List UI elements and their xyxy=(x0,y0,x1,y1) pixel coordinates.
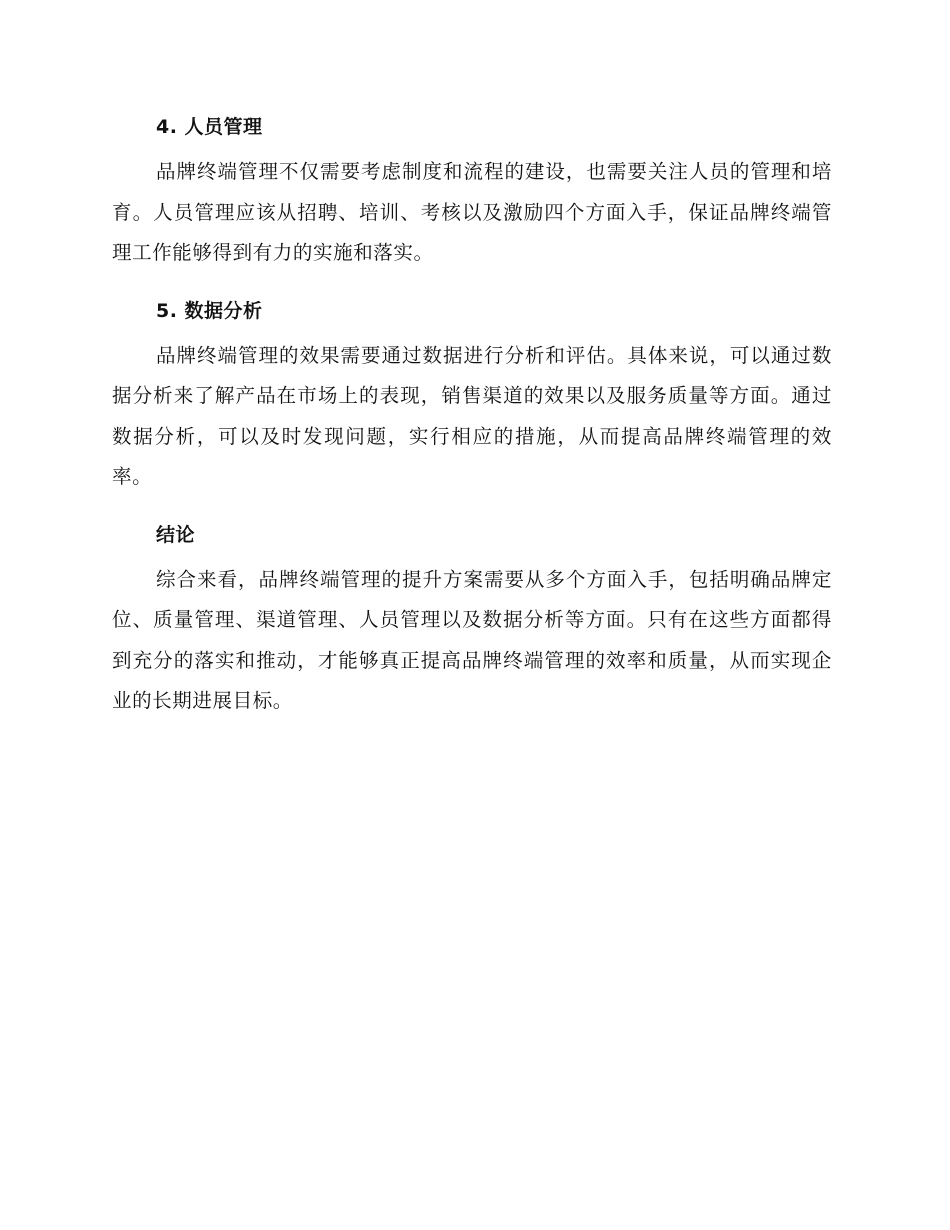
section-conclusion xyxy=(112,516,832,722)
section-paragraph: 品牌终端管理的效果需要通过数据进行分析和评估。具体来说，可以通过数据分析来了解产品在市场上的表现，销售渠道的效果以及服务质量等方面。通过数据分析，可以及时发现问题，实行相应的措施，从而提高品牌终端管理的效率。 xyxy=(112,343,832,488)
section-data-analysis xyxy=(112,292,832,498)
section-personnel-management xyxy=(112,108,832,274)
section-heading: 4. 人员管理 xyxy=(156,116,263,138)
section-paragraph: 品牌终端管理不仅需要考虑制度和流程的建设，也需要关注人员的管理和培育。人员管理应该从招聘、培训、考核以及激励四个方面入手，保证品牌终端管理工作能够得到有力的实施和落实。 xyxy=(112,160,832,264)
section-paragraph: 综合来看，品牌终端管理的提升方案需要从多个方面入手，包括明确品牌定位、质量管理、渠道管理、人员管理以及数据分析等方面。只有在这些方面都得到充分的落实和推动，才能够真正提高品牌终端管理的效率和质量，从而实现企业的长期进展目标。 xyxy=(112,567,832,712)
section-heading: 结论 xyxy=(156,523,196,546)
document-content xyxy=(112,108,832,740)
section-heading: 5. 数据分析 xyxy=(156,299,263,322)
